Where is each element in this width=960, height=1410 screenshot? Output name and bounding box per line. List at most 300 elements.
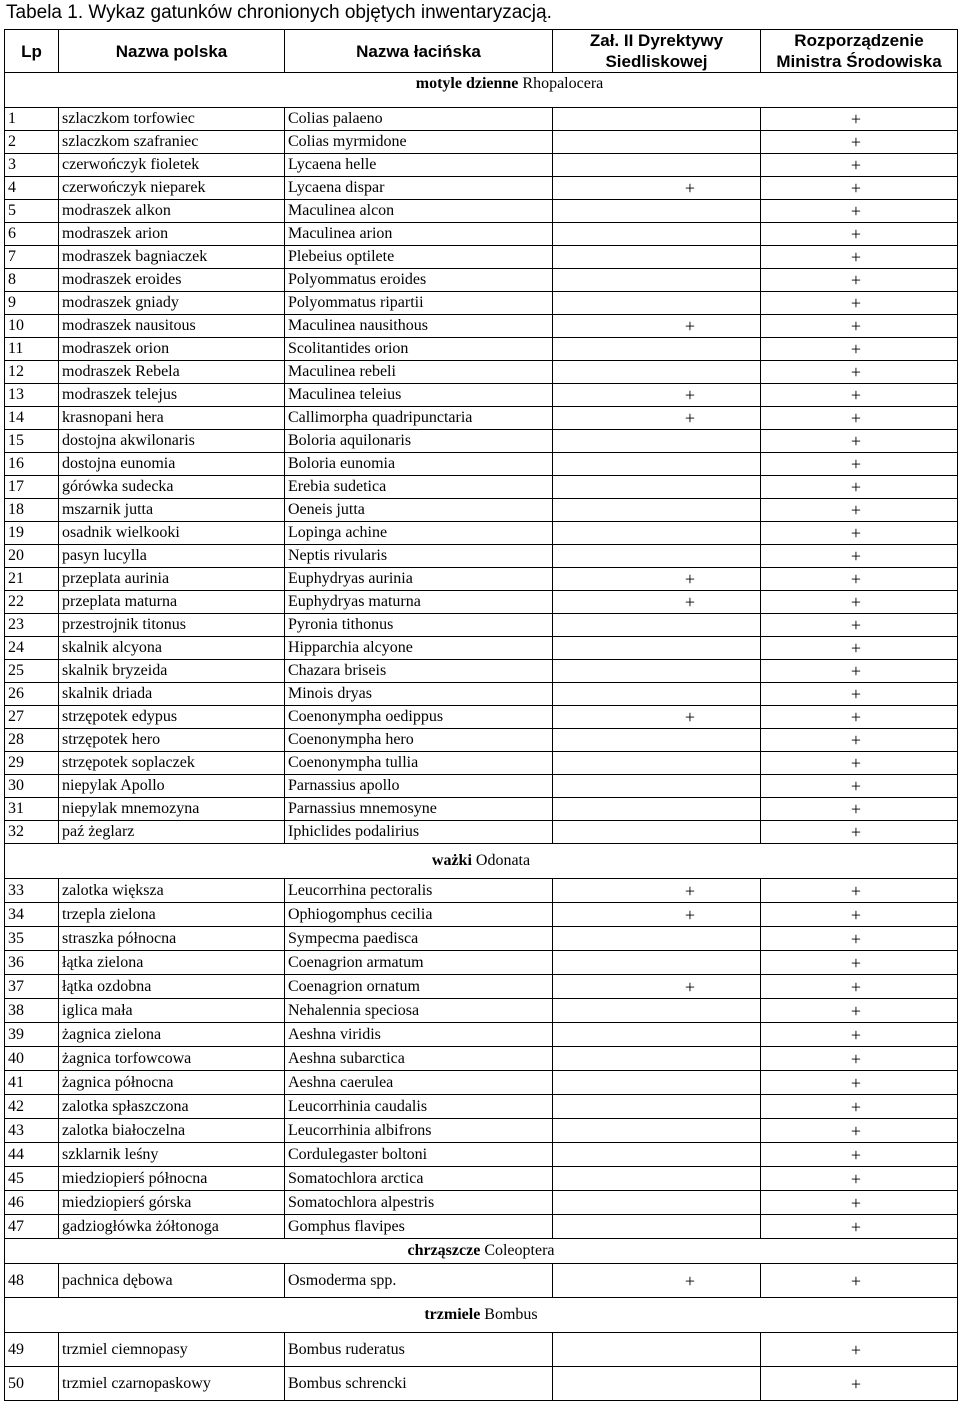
row-number: 38 bbox=[5, 999, 59, 1023]
directive-mark-cell bbox=[553, 269, 761, 292]
header-latin-name: Nazwa łacińska bbox=[285, 30, 553, 73]
table-row bbox=[5, 683, 958, 706]
header-polish-name: Nazwa polska bbox=[59, 30, 285, 73]
polish-name-cell: zalotka białoczelna bbox=[59, 1119, 285, 1143]
regulation-mark-cell: + bbox=[761, 879, 958, 903]
polish-name-cell: modraszek gniady bbox=[59, 292, 285, 315]
directive-mark-cell bbox=[553, 951, 761, 975]
polish-name-cell: łątka zielona bbox=[59, 951, 285, 975]
regulation-mark-cell: + bbox=[761, 1264, 958, 1298]
latin-name-cell: Coenagrion armatum bbox=[285, 951, 553, 975]
table-row bbox=[5, 545, 958, 568]
table-row bbox=[5, 1191, 958, 1215]
row-number: 12 bbox=[5, 361, 59, 384]
row-number: 43 bbox=[5, 1119, 59, 1143]
latin-name-cell: Coenonympha hero bbox=[285, 729, 553, 752]
table-row bbox=[5, 131, 958, 154]
directive-mark-cell: + bbox=[553, 879, 761, 903]
directive-mark-cell: + bbox=[553, 384, 761, 407]
directive-mark-cell bbox=[553, 453, 761, 476]
latin-name-cell: Maculinea alcon bbox=[285, 200, 553, 223]
table-row bbox=[5, 1119, 958, 1143]
latin-name-cell: Oeneis jutta bbox=[285, 499, 553, 522]
directive-mark-cell: + bbox=[553, 903, 761, 927]
row-number: 8 bbox=[5, 269, 59, 292]
polish-name-cell: modraszek nausitous bbox=[59, 315, 285, 338]
table-row bbox=[5, 453, 958, 476]
row-number: 6 bbox=[5, 223, 59, 246]
table-row bbox=[5, 1367, 958, 1401]
directive-mark-cell bbox=[553, 752, 761, 775]
row-number: 13 bbox=[5, 384, 59, 407]
regulation-mark-cell: + bbox=[761, 706, 958, 729]
regulation-mark-cell: + bbox=[761, 1047, 958, 1071]
regulation-mark-cell: + bbox=[761, 798, 958, 821]
latin-name-cell: Lopinga achine bbox=[285, 522, 553, 545]
row-number: 30 bbox=[5, 775, 59, 798]
table-row bbox=[5, 951, 958, 975]
row-number: 1 bbox=[5, 108, 59, 131]
polish-name-cell: szklarnik leśny bbox=[59, 1143, 285, 1167]
directive-mark-cell bbox=[553, 154, 761, 177]
directive-mark-cell bbox=[553, 1047, 761, 1071]
regulation-mark-cell: + bbox=[761, 131, 958, 154]
polish-name-cell: skalnik driada bbox=[59, 683, 285, 706]
directive-mark-cell bbox=[553, 1191, 761, 1215]
row-number: 24 bbox=[5, 637, 59, 660]
polish-name-cell: gadziogłówka żółtonoga bbox=[59, 1215, 285, 1239]
table-row bbox=[5, 108, 958, 131]
table-row bbox=[5, 1143, 958, 1167]
row-number: 33 bbox=[5, 879, 59, 903]
table-row bbox=[5, 927, 958, 951]
latin-name-cell: Coenonympha tullia bbox=[285, 752, 553, 775]
row-number: 11 bbox=[5, 338, 59, 361]
row-number: 22 bbox=[5, 591, 59, 614]
row-number: 3 bbox=[5, 154, 59, 177]
latin-name-cell: Callimorpha quadripunctaria bbox=[285, 407, 553, 430]
table-row bbox=[5, 154, 958, 177]
directive-mark-cell bbox=[553, 927, 761, 951]
row-number: 27 bbox=[5, 706, 59, 729]
latin-name-cell: Leucorrhinia caudalis bbox=[285, 1095, 553, 1119]
polish-name-cell: czerwończyk nieparek bbox=[59, 177, 285, 200]
row-number: 40 bbox=[5, 1047, 59, 1071]
row-number: 21 bbox=[5, 568, 59, 591]
directive-mark-cell: + bbox=[553, 975, 761, 999]
row-number: 5 bbox=[5, 200, 59, 223]
row-number: 29 bbox=[5, 752, 59, 775]
header-directive-line2: Siedliskowej bbox=[605, 52, 708, 71]
polish-name-cell: strzępotek edypus bbox=[59, 706, 285, 729]
latin-name-cell: Hipparchia alcyone bbox=[285, 637, 553, 660]
regulation-mark-cell: + bbox=[761, 545, 958, 568]
latin-name-cell: Maculinea nausithous bbox=[285, 315, 553, 338]
table-row bbox=[5, 361, 958, 384]
table-row bbox=[5, 1095, 958, 1119]
row-number: 25 bbox=[5, 660, 59, 683]
directive-mark-cell bbox=[553, 798, 761, 821]
regulation-mark-cell: + bbox=[761, 821, 958, 844]
polish-name-cell: dostojna akwilonaris bbox=[59, 430, 285, 453]
latin-name-cell: Leucorrhina pectoralis bbox=[285, 879, 553, 903]
directive-mark-cell bbox=[553, 775, 761, 798]
table-row bbox=[5, 614, 958, 637]
regulation-mark-cell: + bbox=[761, 108, 958, 131]
directive-mark-cell: + bbox=[553, 706, 761, 729]
regulation-mark-cell: + bbox=[761, 177, 958, 200]
table-row bbox=[5, 729, 958, 752]
latin-name-cell: Aeshna subarctica bbox=[285, 1047, 553, 1071]
directive-mark-cell bbox=[553, 1071, 761, 1095]
row-number: 16 bbox=[5, 453, 59, 476]
section-latin-name: Coleoptera bbox=[480, 1242, 555, 1259]
polish-name-cell: dostojna eunomia bbox=[59, 453, 285, 476]
latin-name-cell: Euphydryas aurinia bbox=[285, 568, 553, 591]
section-header bbox=[5, 844, 958, 879]
polish-name-cell: modraszek alkon bbox=[59, 200, 285, 223]
latin-name-cell: Coenonympha oedippus bbox=[285, 706, 553, 729]
regulation-mark-cell: + bbox=[761, 903, 958, 927]
polish-name-cell: zalotka większa bbox=[59, 879, 285, 903]
latin-name-cell: Somatochlora arctica bbox=[285, 1167, 553, 1191]
latin-name-cell: Pyronia tithonus bbox=[285, 614, 553, 637]
directive-mark-cell bbox=[553, 729, 761, 752]
latin-name-cell: Boloria aquilonaris bbox=[285, 430, 553, 453]
directive-mark-cell bbox=[553, 1023, 761, 1047]
table-row bbox=[5, 1047, 958, 1071]
table-caption: Tabela 1. Wykaz gatunków chronionych objętych inwentaryzacją. bbox=[6, 2, 552, 23]
latin-name-cell: Neptis rivularis bbox=[285, 545, 553, 568]
header-regulation-line1: Rozporządzenie bbox=[794, 31, 924, 50]
regulation-mark-cell: + bbox=[761, 200, 958, 223]
latin-name-cell: Parnassius apollo bbox=[285, 775, 553, 798]
row-number: 7 bbox=[5, 246, 59, 269]
directive-mark-cell: + bbox=[553, 1264, 761, 1298]
row-number: 17 bbox=[5, 476, 59, 499]
row-number: 9 bbox=[5, 292, 59, 315]
directive-mark-cell bbox=[553, 338, 761, 361]
table-row bbox=[5, 223, 958, 246]
table-row bbox=[5, 1215, 958, 1239]
directive-mark-cell: + bbox=[553, 315, 761, 338]
table-row bbox=[5, 903, 958, 927]
directive-mark-cell bbox=[553, 292, 761, 315]
directive-mark-cell: + bbox=[553, 177, 761, 200]
table-row bbox=[5, 315, 958, 338]
polish-name-cell: modraszek bagniaczek bbox=[59, 246, 285, 269]
regulation-mark-cell: + bbox=[761, 1071, 958, 1095]
table-row bbox=[5, 775, 958, 798]
row-number: 45 bbox=[5, 1167, 59, 1191]
regulation-mark-cell: + bbox=[761, 269, 958, 292]
row-number: 42 bbox=[5, 1095, 59, 1119]
table-row bbox=[5, 568, 958, 591]
polish-name-cell: miedziopierś północna bbox=[59, 1167, 285, 1191]
latin-name-cell: Parnassius mnemosyne bbox=[285, 798, 553, 821]
regulation-mark-cell: + bbox=[761, 975, 958, 999]
latin-name-cell: Chazara briseis bbox=[285, 660, 553, 683]
table-row bbox=[5, 1023, 958, 1047]
directive-mark-cell bbox=[553, 1333, 761, 1367]
latin-name-cell: Iphiclides podalirius bbox=[285, 821, 553, 844]
row-number: 37 bbox=[5, 975, 59, 999]
directive-mark-cell bbox=[553, 430, 761, 453]
section-group-name: ważki bbox=[431, 852, 472, 869]
polish-name-cell: modraszek arion bbox=[59, 223, 285, 246]
regulation-mark-cell: + bbox=[761, 1095, 958, 1119]
regulation-mark-cell: + bbox=[761, 430, 958, 453]
table-row bbox=[5, 975, 958, 999]
table-row bbox=[5, 384, 958, 407]
regulation-mark-cell: + bbox=[761, 775, 958, 798]
latin-name-cell: Bombus ruderatus bbox=[285, 1333, 553, 1367]
latin-name-cell: Osmoderma spp. bbox=[285, 1264, 553, 1298]
polish-name-cell: modraszek orion bbox=[59, 338, 285, 361]
polish-name-cell: pachnica dębowa bbox=[59, 1264, 285, 1298]
regulation-mark-cell: + bbox=[761, 614, 958, 637]
polish-name-cell: paź żeglarz bbox=[59, 821, 285, 844]
table-row bbox=[5, 200, 958, 223]
directive-mark-cell bbox=[553, 637, 761, 660]
directive-mark-cell bbox=[553, 200, 761, 223]
regulation-mark-cell: + bbox=[761, 1215, 958, 1239]
table-row bbox=[5, 407, 958, 430]
table-row bbox=[5, 821, 958, 844]
latin-name-cell: Bombus schrencki bbox=[285, 1367, 553, 1401]
section-latin-name: Rhopalocera bbox=[518, 75, 604, 92]
directive-mark-cell bbox=[553, 614, 761, 637]
directive-mark-cell bbox=[553, 131, 761, 154]
row-number: 46 bbox=[5, 1191, 59, 1215]
latin-name-cell: Nehalennia speciosa bbox=[285, 999, 553, 1023]
polish-name-cell: pasyn lucylla bbox=[59, 545, 285, 568]
table-row bbox=[5, 660, 958, 683]
polish-name-cell: modraszek eroides bbox=[59, 269, 285, 292]
section-group-name: chrząszcze bbox=[407, 1242, 481, 1259]
polish-name-cell: górówka sudecka bbox=[59, 476, 285, 499]
regulation-mark-cell: + bbox=[761, 361, 958, 384]
row-number: 20 bbox=[5, 545, 59, 568]
polish-name-cell: żagnica północna bbox=[59, 1071, 285, 1095]
polish-name-cell: modraszek Rebela bbox=[59, 361, 285, 384]
table-row bbox=[5, 879, 958, 903]
header-regulation bbox=[761, 30, 958, 73]
section-header-row bbox=[5, 73, 958, 108]
directive-mark-cell bbox=[553, 1215, 761, 1239]
directive-mark-cell bbox=[553, 1367, 761, 1401]
polish-name-cell: strzępotek soplaczek bbox=[59, 752, 285, 775]
regulation-mark-cell: + bbox=[761, 1367, 958, 1401]
polish-name-cell: osadnik wielkooki bbox=[59, 522, 285, 545]
row-number: 18 bbox=[5, 499, 59, 522]
directive-mark-cell bbox=[553, 683, 761, 706]
latin-name-cell: Ophiogomphus cecilia bbox=[285, 903, 553, 927]
latin-name-cell: Gomphus flavipes bbox=[285, 1215, 553, 1239]
polish-name-cell: żagnica torfowcowa bbox=[59, 1047, 285, 1071]
latin-name-cell: Lycaena helle bbox=[285, 154, 553, 177]
latin-name-cell: Somatochlora alpestris bbox=[285, 1191, 553, 1215]
latin-name-cell: Polyommatus eroides bbox=[285, 269, 553, 292]
row-number: 41 bbox=[5, 1071, 59, 1095]
latin-name-cell: Scolitantides orion bbox=[285, 338, 553, 361]
polish-name-cell: trzmiel ciemnopasy bbox=[59, 1333, 285, 1367]
polish-name-cell: szlaczkom torfowiec bbox=[59, 108, 285, 131]
regulation-mark-cell: + bbox=[761, 407, 958, 430]
polish-name-cell: przeplata maturna bbox=[59, 591, 285, 614]
latin-name-cell: Lycaena dispar bbox=[285, 177, 553, 200]
regulation-mark-cell: + bbox=[761, 591, 958, 614]
table-row bbox=[5, 1167, 958, 1191]
regulation-mark-cell: + bbox=[761, 522, 958, 545]
regulation-mark-cell: + bbox=[761, 660, 958, 683]
directive-mark-cell bbox=[553, 821, 761, 844]
section-latin-name: Bombus bbox=[480, 1306, 538, 1323]
polish-name-cell: krasnopani hera bbox=[59, 407, 285, 430]
regulation-mark-cell: + bbox=[761, 568, 958, 591]
row-number: 36 bbox=[5, 951, 59, 975]
polish-name-cell: zalotka spłaszczona bbox=[59, 1095, 285, 1119]
directive-mark-cell: + bbox=[553, 568, 761, 591]
latin-name-cell: Maculinea rebeli bbox=[285, 361, 553, 384]
row-number: 15 bbox=[5, 430, 59, 453]
regulation-mark-cell: + bbox=[761, 499, 958, 522]
table-row bbox=[5, 292, 958, 315]
latin-name-cell: Minois dryas bbox=[285, 683, 553, 706]
regulation-mark-cell: + bbox=[761, 1023, 958, 1047]
table-row bbox=[5, 591, 958, 614]
table-row bbox=[5, 338, 958, 361]
latin-name-cell: Colias palaeno bbox=[285, 108, 553, 131]
row-number: 48 bbox=[5, 1264, 59, 1298]
section-header bbox=[5, 1239, 958, 1264]
polish-name-cell: niepylak Apollo bbox=[59, 775, 285, 798]
table-row bbox=[5, 430, 958, 453]
regulation-mark-cell: + bbox=[761, 927, 958, 951]
polish-name-cell: trzmiel czarnopaskowy bbox=[59, 1367, 285, 1401]
polish-name-cell: przestrojnik titonus bbox=[59, 614, 285, 637]
directive-mark-cell bbox=[553, 545, 761, 568]
directive-mark-cell bbox=[553, 660, 761, 683]
row-number: 10 bbox=[5, 315, 59, 338]
regulation-mark-cell: + bbox=[761, 315, 958, 338]
directive-mark-cell bbox=[553, 246, 761, 269]
header-directive-line1: Zał. II Dyrektywy bbox=[589, 31, 724, 50]
table-row bbox=[5, 798, 958, 821]
table-row bbox=[5, 999, 958, 1023]
latin-name-cell: Maculinea teleius bbox=[285, 384, 553, 407]
polish-name-cell: iglica mała bbox=[59, 999, 285, 1023]
table-row bbox=[5, 1264, 958, 1298]
directive-mark-cell: + bbox=[553, 591, 761, 614]
section-header bbox=[5, 1298, 958, 1333]
header-regulation-line2: Ministra Środowiska bbox=[776, 52, 942, 71]
row-number: 49 bbox=[5, 1333, 59, 1367]
table-row bbox=[5, 706, 958, 729]
polish-name-cell: strzępotek hero bbox=[59, 729, 285, 752]
latin-name-cell: Colias myrmidone bbox=[285, 131, 553, 154]
regulation-mark-cell: + bbox=[761, 384, 958, 407]
directive-mark-cell bbox=[553, 1119, 761, 1143]
section-header bbox=[5, 73, 958, 108]
table-row bbox=[5, 177, 958, 200]
directive-mark-cell: + bbox=[553, 407, 761, 430]
regulation-mark-cell: + bbox=[761, 683, 958, 706]
regulation-mark-cell: + bbox=[761, 999, 958, 1023]
polish-name-cell: łątka ozdobna bbox=[59, 975, 285, 999]
table-row bbox=[5, 476, 958, 499]
row-number: 23 bbox=[5, 614, 59, 637]
directive-mark-cell bbox=[553, 1143, 761, 1167]
header-directive bbox=[553, 30, 761, 73]
table-row bbox=[5, 269, 958, 292]
polish-name-cell: niepylak mnemozyna bbox=[59, 798, 285, 821]
table-row bbox=[5, 752, 958, 775]
regulation-mark-cell: + bbox=[761, 1119, 958, 1143]
regulation-mark-cell: + bbox=[761, 476, 958, 499]
polish-name-cell: mszarnik jutta bbox=[59, 499, 285, 522]
row-number: 14 bbox=[5, 407, 59, 430]
section-header-row bbox=[5, 1298, 958, 1333]
latin-name-cell: Maculinea arion bbox=[285, 223, 553, 246]
directive-mark-cell bbox=[553, 223, 761, 246]
row-number: 35 bbox=[5, 927, 59, 951]
directive-mark-cell bbox=[553, 1095, 761, 1119]
header-lp: Lp bbox=[5, 30, 59, 73]
directive-mark-cell bbox=[553, 499, 761, 522]
regulation-mark-cell: + bbox=[761, 1333, 958, 1367]
row-number: 4 bbox=[5, 177, 59, 200]
regulation-mark-cell: + bbox=[761, 154, 958, 177]
regulation-mark-cell: + bbox=[761, 338, 958, 361]
polish-name-cell: żagnica zielona bbox=[59, 1023, 285, 1047]
latin-name-cell: Coenagrion ornatum bbox=[285, 975, 553, 999]
regulation-mark-cell: + bbox=[761, 729, 958, 752]
row-number: 39 bbox=[5, 1023, 59, 1047]
polish-name-cell: szlaczkom szafraniec bbox=[59, 131, 285, 154]
row-number: 34 bbox=[5, 903, 59, 927]
row-number: 26 bbox=[5, 683, 59, 706]
table-row bbox=[5, 246, 958, 269]
regulation-mark-cell: + bbox=[761, 752, 958, 775]
row-number: 44 bbox=[5, 1143, 59, 1167]
latin-name-cell: Euphydryas maturna bbox=[285, 591, 553, 614]
regulation-mark-cell: + bbox=[761, 1167, 958, 1191]
regulation-mark-cell: + bbox=[761, 1191, 958, 1215]
polish-name-cell: skalnik alcyona bbox=[59, 637, 285, 660]
polish-name-cell: miedziopierś górska bbox=[59, 1191, 285, 1215]
latin-name-cell: Aeshna viridis bbox=[285, 1023, 553, 1047]
row-number: 47 bbox=[5, 1215, 59, 1239]
latin-name-cell: Leucorrhinia albifrons bbox=[285, 1119, 553, 1143]
directive-mark-cell bbox=[553, 1167, 761, 1191]
directive-mark-cell bbox=[553, 361, 761, 384]
regulation-mark-cell: + bbox=[761, 637, 958, 660]
polish-name-cell: modraszek telejus bbox=[59, 384, 285, 407]
latin-name-cell: Sympecma paedisca bbox=[285, 927, 553, 951]
row-number: 50 bbox=[5, 1367, 59, 1401]
polish-name-cell: skalnik bryzeida bbox=[59, 660, 285, 683]
table-row bbox=[5, 1071, 958, 1095]
row-number: 32 bbox=[5, 821, 59, 844]
section-group-name: motyle dzienne bbox=[415, 75, 519, 92]
section-group-name: trzmiele bbox=[424, 1306, 481, 1323]
latin-name-cell: Boloria eunomia bbox=[285, 453, 553, 476]
directive-mark-cell bbox=[553, 999, 761, 1023]
directive-mark-cell bbox=[553, 108, 761, 131]
row-number: 2 bbox=[5, 131, 59, 154]
section-latin-name: Odonata bbox=[471, 852, 531, 869]
